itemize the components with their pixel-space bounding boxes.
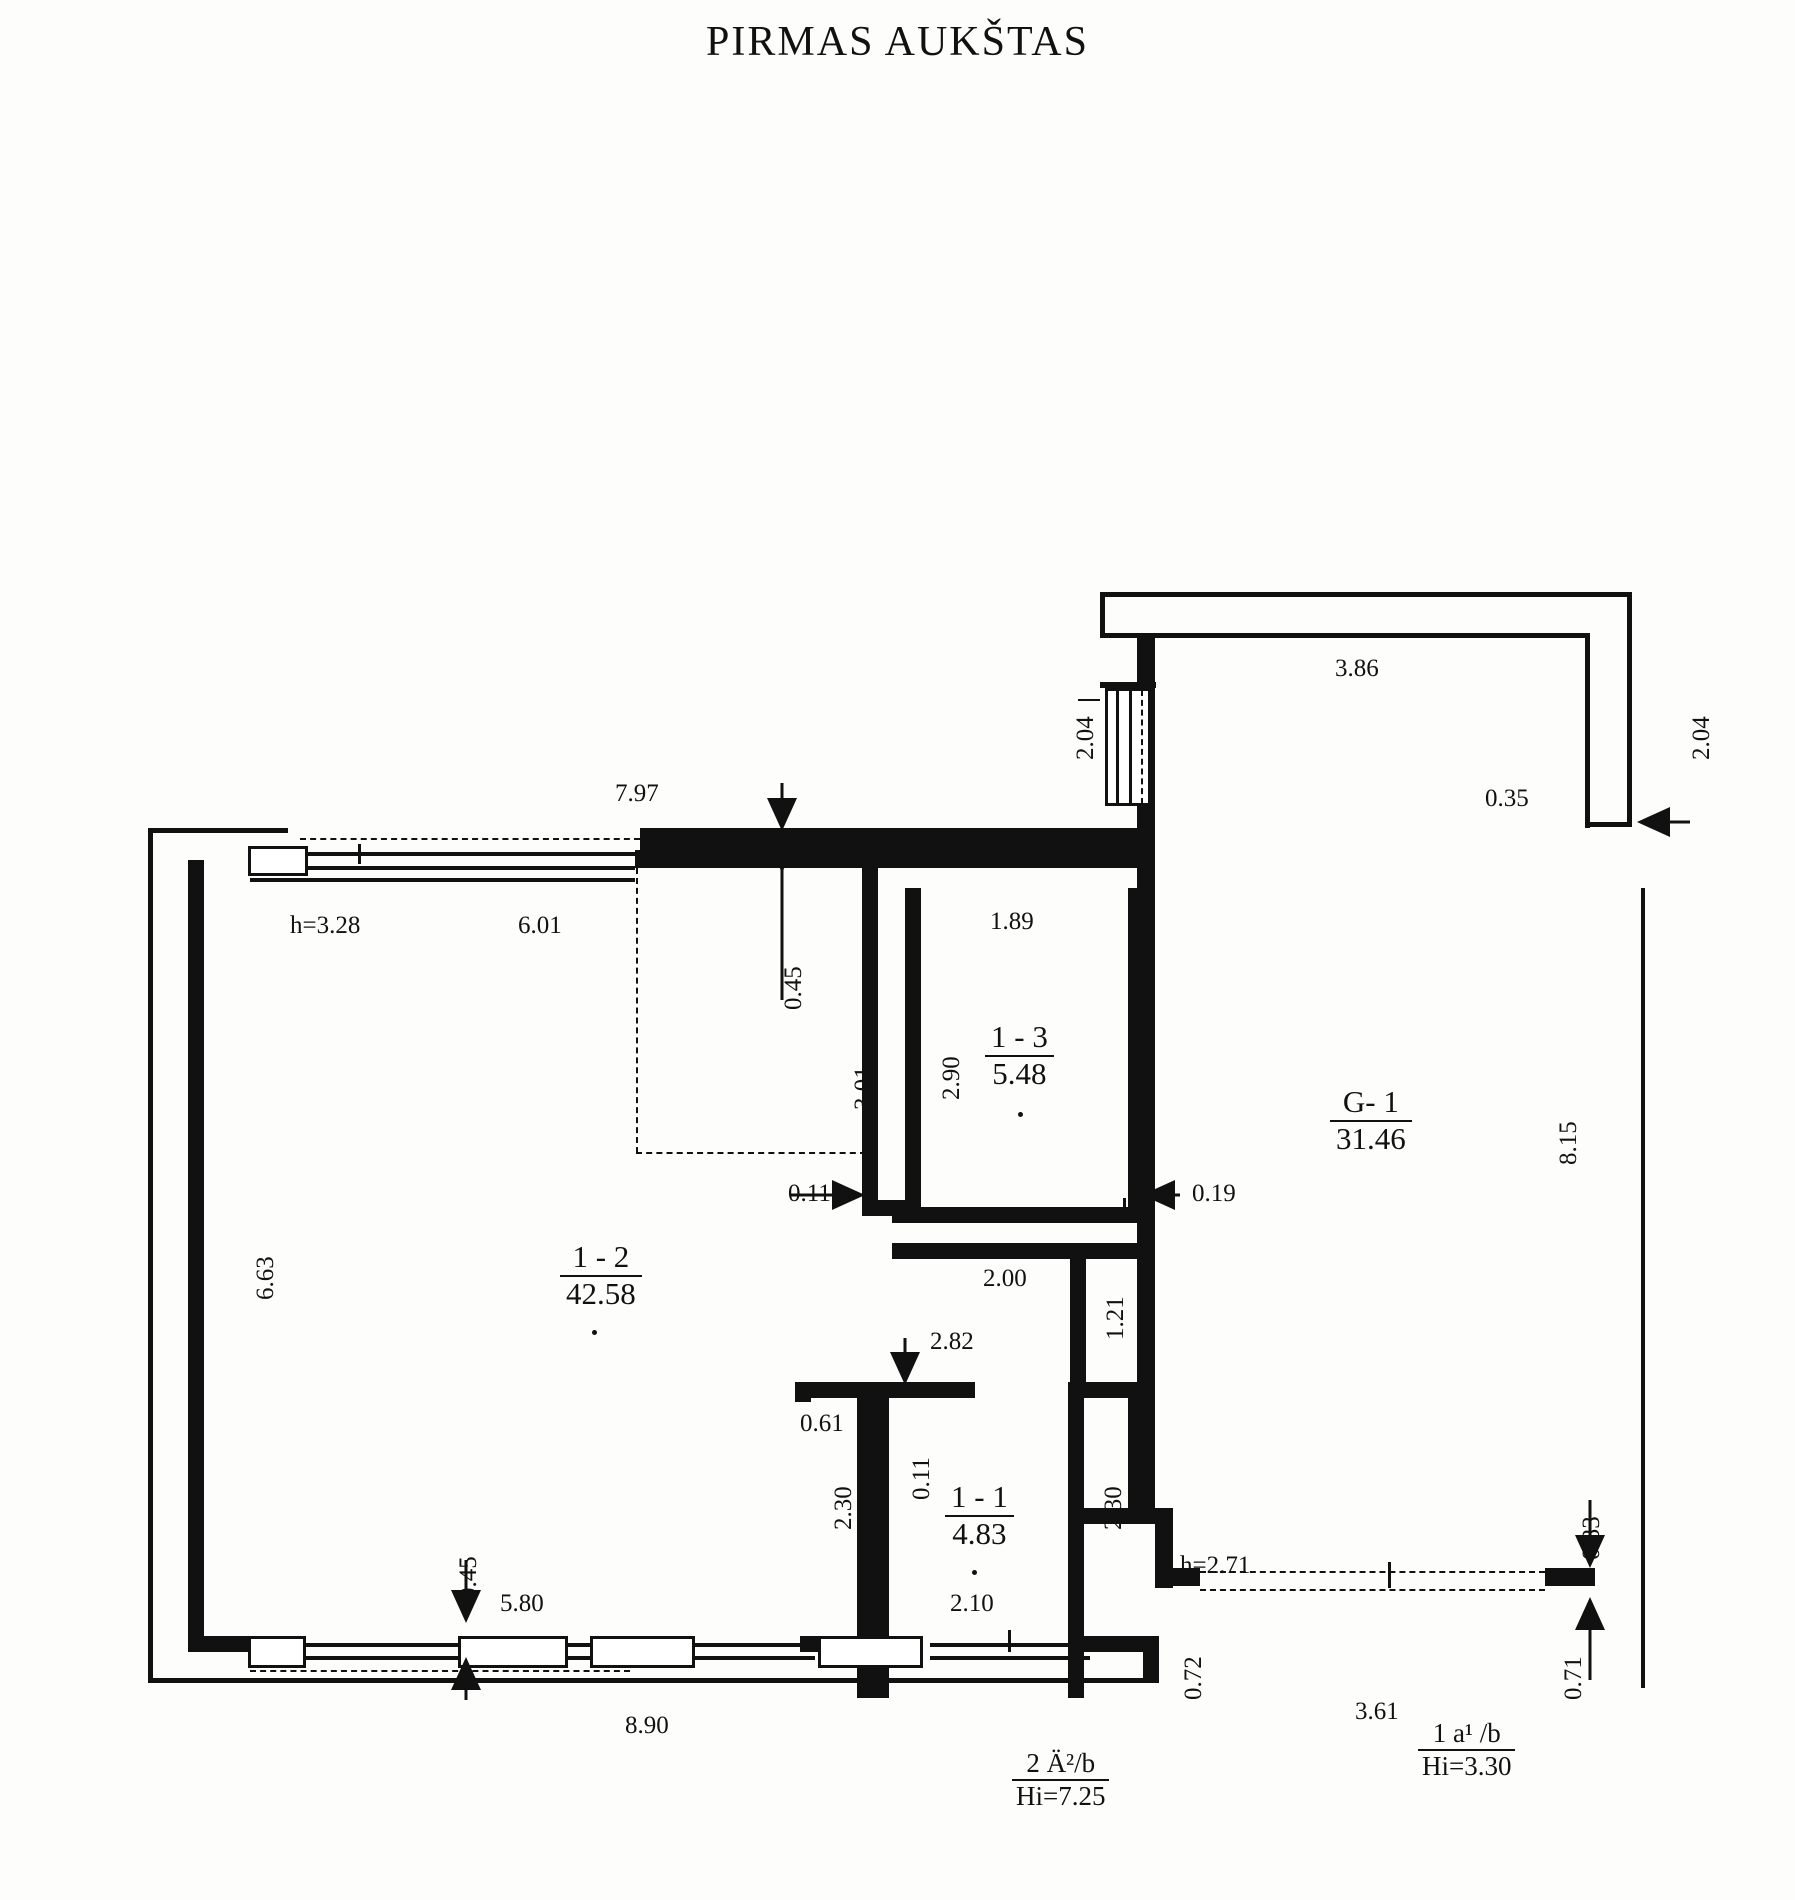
dim-2_10: 2.10 — [950, 1590, 994, 1617]
dim-h-2_71: h=2.71 — [1180, 1552, 1251, 1579]
wall-garage-bottom-right — [1545, 1568, 1595, 1586]
dim-6_63: 6.63 — [252, 1256, 279, 1300]
wall-apartment-left-inner — [188, 860, 204, 1650]
wall-room11-right-lower — [1128, 1398, 1144, 1513]
room-1-2-area: 42.58 — [560, 1275, 642, 1312]
dim-3_61: 3.61 — [1355, 1698, 1399, 1725]
wall-garage-inner-right — [1585, 633, 1590, 828]
room-label-1-1 — [945, 1480, 1014, 1551]
top-window-box-left — [248, 846, 308, 876]
room-g-1-area: 31.46 — [1330, 1120, 1412, 1157]
dim-8_15: 8.15 — [1555, 1121, 1582, 1165]
wall-room11-top-right — [1068, 1382, 1138, 1398]
dim-0_61: 0.61 — [800, 1410, 844, 1437]
bottom-window-box-right — [818, 1636, 923, 1668]
annotation-1-a1b — [1418, 1718, 1515, 1782]
door-top-mid-dash — [1141, 690, 1143, 804]
dim-0_71: 0.71 — [1560, 1656, 1587, 1700]
wall-right-outer-extension — [1641, 888, 1645, 1688]
dim-6_01: 6.01 — [518, 912, 562, 939]
wall-under-room13 — [892, 1243, 1137, 1259]
wall-room13-right — [1128, 888, 1144, 1223]
room-1-2-name: 1 - 2 — [572, 1239, 630, 1274]
top-window-dash-upper — [300, 838, 640, 840]
dim-0_33: 0.33 — [1578, 1516, 1605, 1560]
annotation-1-a1b-top: 1 a¹ /b — [1418, 1718, 1515, 1751]
room-label-1-3 — [985, 1020, 1054, 1091]
wall-stub-0_61 — [795, 1382, 875, 1398]
dim-7_97: 7.97 — [615, 780, 659, 807]
door-top-mid-line2 — [1129, 690, 1132, 804]
bottom-window-box-mid2 — [590, 1636, 695, 1668]
room-1-3-center-dot — [1018, 1112, 1023, 1117]
dim-3_86: 3.86 — [1335, 655, 1379, 682]
bottom-window-tick — [1008, 1630, 1011, 1652]
dim-h-3_28: h=3.28 — [290, 912, 361, 939]
dim-2_90: 2.90 — [938, 1056, 965, 1100]
top-window-sill — [250, 878, 635, 882]
bottom-window-box-mid — [458, 1636, 568, 1668]
annotation-2-a2b-top: 2 Ä²/b — [1012, 1748, 1109, 1781]
dim-2_30-right: 2.30 — [1100, 1486, 1127, 1530]
wall-apartment-bottom-outer — [148, 1678, 1158, 1683]
dim-5_80: 5.80 — [500, 1590, 544, 1617]
dim-3_01: 3.01 — [850, 1066, 877, 1110]
wall-apartment-bottom-corner-stub — [1143, 1636, 1159, 1683]
wall-stub-0_11 — [862, 1200, 907, 1216]
top-window-tick — [358, 844, 361, 864]
closet-dashed-left — [636, 868, 638, 1153]
dim-2_82: 2.82 — [930, 1328, 974, 1355]
wall-garage-outer-top — [1100, 592, 1632, 597]
room-label-1-2 — [560, 1240, 642, 1311]
wall-room11-right — [1068, 1398, 1084, 1698]
dim-2_04-mid: 2.04 — [1072, 716, 1099, 760]
bottom-window-box-left — [248, 1636, 306, 1668]
room-g-1-name: G- 1 — [1342, 1084, 1399, 1119]
wall-apartment-top-outer — [148, 828, 288, 833]
room13-door-tick-right — [1123, 1198, 1126, 1218]
page-title: PIRMAS AUKŠTAS — [706, 19, 1089, 65]
dim-2_30-left: 2.30 — [830, 1486, 857, 1530]
wall-apartment-top-right-seg — [640, 828, 1155, 850]
room-1-1-area: 4.83 — [945, 1515, 1014, 1552]
wall-apartment-left-outer — [148, 828, 153, 1683]
wall-vert-1_21 — [1070, 1243, 1086, 1388]
door-top-mid-cap — [1100, 682, 1156, 688]
dim-0_19: 0.19 — [1192, 1180, 1236, 1207]
annotation-1-a1b-bottom: Hi=3.30 — [1422, 1751, 1512, 1782]
door-top-mid-box — [1105, 688, 1151, 806]
door-top-mid-line1 — [1116, 690, 1119, 804]
dim-1_89: 1.89 — [990, 908, 1034, 935]
wall-room13-bottom — [892, 1207, 1144, 1223]
wall-hallway-left-vertical — [862, 868, 878, 1213]
closet-dashed-bottom — [636, 1152, 866, 1154]
room-1-3-area: 5.48 — [985, 1055, 1054, 1092]
annotation-2-a2b-bottom: Hi=7.25 — [1016, 1781, 1106, 1812]
dim-0_11-left: 0.11 — [788, 1180, 831, 1207]
wall-garage-outer-left — [1100, 592, 1105, 637]
bottom-window-dash — [250, 1670, 630, 1672]
dim-2_00: 2.00 — [983, 1265, 1027, 1292]
wall-room13-left — [905, 888, 921, 1223]
dim-0_45-bottom: 0.45 — [455, 1556, 482, 1600]
room-1-3-name: 1 - 3 — [991, 1019, 1048, 1054]
dim-0_72: 0.72 — [1180, 1656, 1207, 1700]
room-1-1-name: 1 - 1 — [951, 1479, 1008, 1514]
annotation-2-a2b — [1012, 1748, 1109, 1812]
room-1-1-center-dot — [972, 1570, 977, 1575]
dim-1_21: 1.21 — [1102, 1296, 1129, 1340]
garage-door-dashed-top — [1200, 1571, 1545, 1573]
room-1-2-center-dot — [592, 1330, 597, 1335]
wall-garage-outer-right — [1627, 592, 1632, 827]
garage-door-center-tick — [1388, 1562, 1391, 1588]
wall-garage-right-return — [1585, 822, 1632, 827]
wall-apartment-bottom-inner-left — [188, 1636, 250, 1652]
room-label-g-1 — [1330, 1085, 1412, 1156]
garage-door-dashed-bottom — [1200, 1589, 1545, 1591]
wall-garage-inner-top — [1100, 633, 1590, 638]
dim-0_45-top: 0.45 — [780, 966, 807, 1010]
dim-0_35: 0.35 — [1485, 785, 1529, 812]
dim-8_90: 8.90 — [625, 1712, 669, 1739]
wall-interior-top-thick — [635, 850, 1155, 868]
dim-0_11-vert: 0.11 — [908, 1457, 935, 1500]
bottom-window-frame4 — [930, 1656, 1090, 1660]
dim-2_04-right: 2.04 — [1688, 716, 1715, 760]
